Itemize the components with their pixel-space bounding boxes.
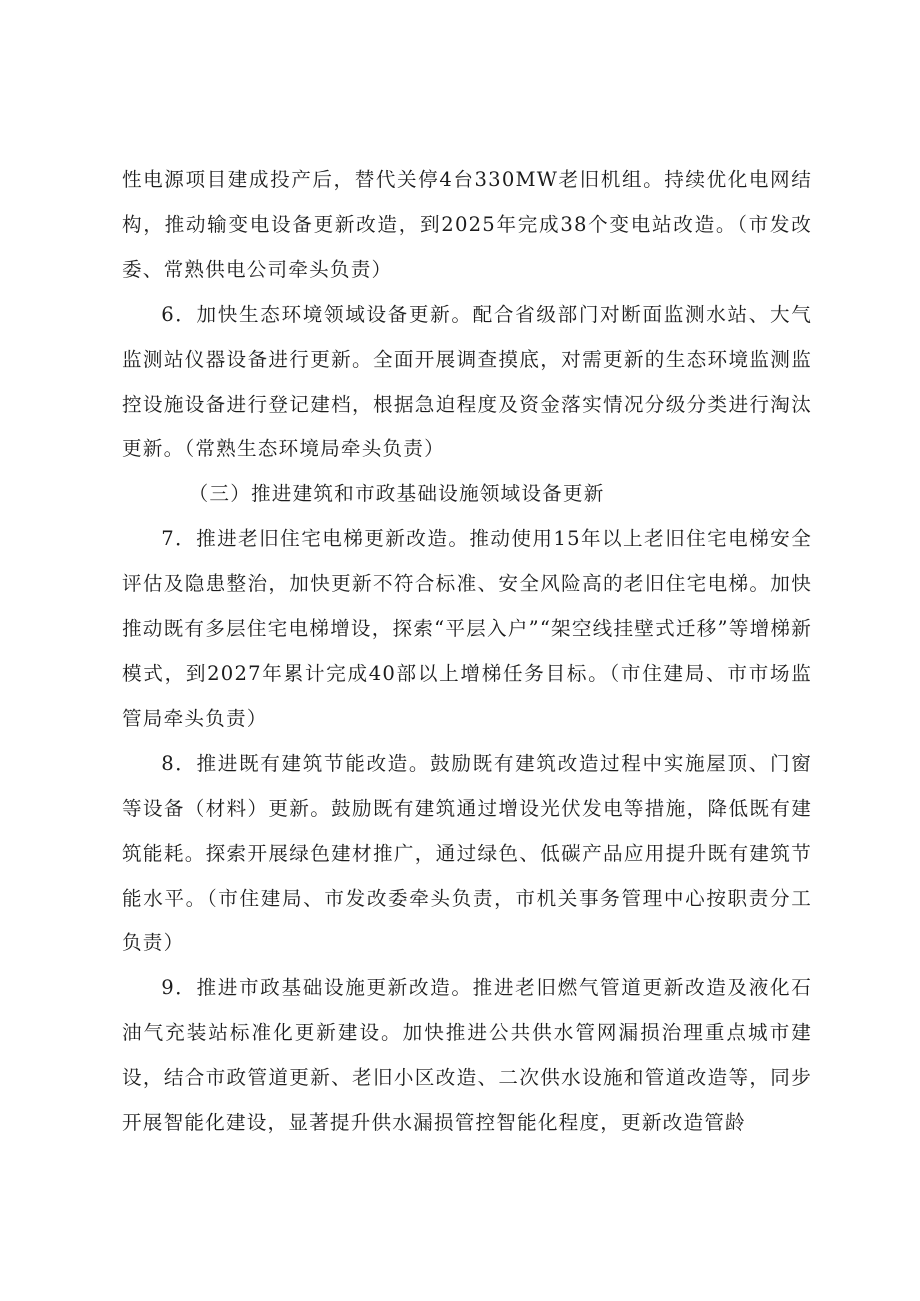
paragraph-continuation: 性电源项目建成投产后，替代关停4台330MW老旧机组。持续优化电网结构，推动输变电设备更新改造，到2025年完成38个变电站改造。（市发改委、常熟供电公司牵头负责） [122,168,812,281]
document-body [122,158,812,1146]
section-heading-3: （三）推进建筑和市政基础设施领域设备更新 [188,482,605,506]
paragraph-item-6: 6．加快生态环境领域设备更新。配合省级部门对断面监测水站、大气监测站仪器设备进行更新。全面开展调查摸底，对需更新的生态环境监测监控设施设备进行登记建档，根据急迫程度及资金落实情况分级分类进行淘汰更新。（常熟生态环境局牵头负责） [122,302,812,461]
paragraph-item-7: 7．推进老旧住宅电梯更新改造。推动使用15年以上老旧住宅电梯安全评估及隐患整治，加快更新不符合标准、安全风险高的老旧住宅电梯。加快推动既有多层住宅电梯增设，探索“平层入户”“架空线挂壁式迁移”等增梯新模式，到2027年累计完成40部以上增梯任务目标。（市住建局、市市场监管局牵头负责） [122,527,812,730]
paragraph-item-9: 9．推进市政基础设施更新改造。推进老旧燃气管道更新改造及液化石油气充装站标准化更新建设。加快推进公共供水管网漏损治理重点城市建设，结合市政管道更新、老旧小区改造、二次供水设施和管道改造等，同步开展智能化建设，显著提升供水漏损管控智能化程度，更新改造管龄 [122,976,812,1135]
paragraph-item-8: 8．推进既有建筑节能改造。鼓励既有建筑改造过程中实施屋顶、门窗等设备（材料）更新。鼓励既有建筑通过增设光伏发电等措施，降低既有建筑能耗。探索开展绿色建材推广，通过绿色、低碳产品应用提升既有建筑节能水平。（市住建局、市发改委牵头负责，市机关事务管理中心按职责分工负责） [122,751,812,955]
